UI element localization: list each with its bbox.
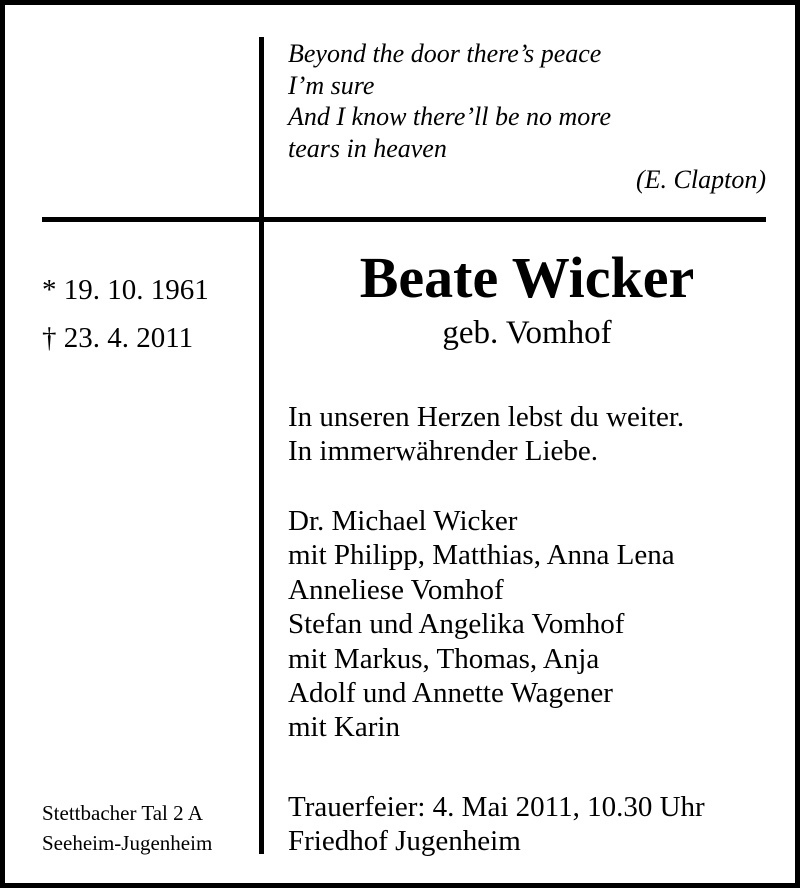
motto-line: In unseren Herzen lebst du weiter. bbox=[288, 401, 685, 433]
quote-line: And I know there’ll be no more bbox=[288, 102, 611, 131]
life-dates bbox=[42, 270, 209, 366]
funeral-service-info bbox=[288, 790, 705, 858]
cross-horizontal-bar bbox=[42, 217, 766, 222]
cross-vertical-bar bbox=[259, 37, 264, 854]
quote-line: tears in heaven bbox=[288, 133, 447, 163]
quote-line: I’m sure bbox=[288, 70, 375, 100]
address-street: Stettbacher Tal 2 A bbox=[42, 801, 203, 825]
birth-date: * 19. 10. 1961 bbox=[42, 274, 209, 306]
quote-block bbox=[288, 38, 766, 196]
maiden-name: geb. Vomhof bbox=[442, 315, 612, 351]
service-location: Friedhof Jugenheim bbox=[288, 825, 521, 857]
deceased-name: Beate Wicker bbox=[359, 245, 695, 310]
mourner-line: Dr. Michael Wicker bbox=[288, 505, 518, 537]
deceased-name-block bbox=[288, 243, 766, 353]
motto-block bbox=[288, 400, 684, 468]
mourner-line: mit Karin bbox=[288, 711, 400, 744]
mourner-line: Anneliese Vomhof bbox=[288, 573, 504, 606]
address-block bbox=[42, 798, 212, 858]
quote-author: (E. Clapton) bbox=[636, 165, 766, 194]
mourner-line: Adolf und Annette Wagener bbox=[288, 677, 613, 710]
death-date: † 23. 4. 2011 bbox=[42, 322, 194, 354]
quote-line: Beyond the door there’s peace bbox=[288, 39, 602, 68]
mourner-line: Stefan und Angelika Vomhof bbox=[288, 608, 625, 641]
mourner-line: mit Philipp, Matthias, Anna Lena bbox=[288, 539, 675, 572]
mourner-line: mit Markus, Thomas, Anja bbox=[288, 642, 600, 675]
address-town: Seeheim-Jugenheim bbox=[42, 831, 213, 855]
service-datetime: Trauerfeier: 4. Mai 2011, 10.30 Uhr bbox=[288, 791, 705, 823]
motto-line: In immerwährender Liebe. bbox=[288, 435, 598, 467]
mourners-list bbox=[288, 504, 675, 745]
